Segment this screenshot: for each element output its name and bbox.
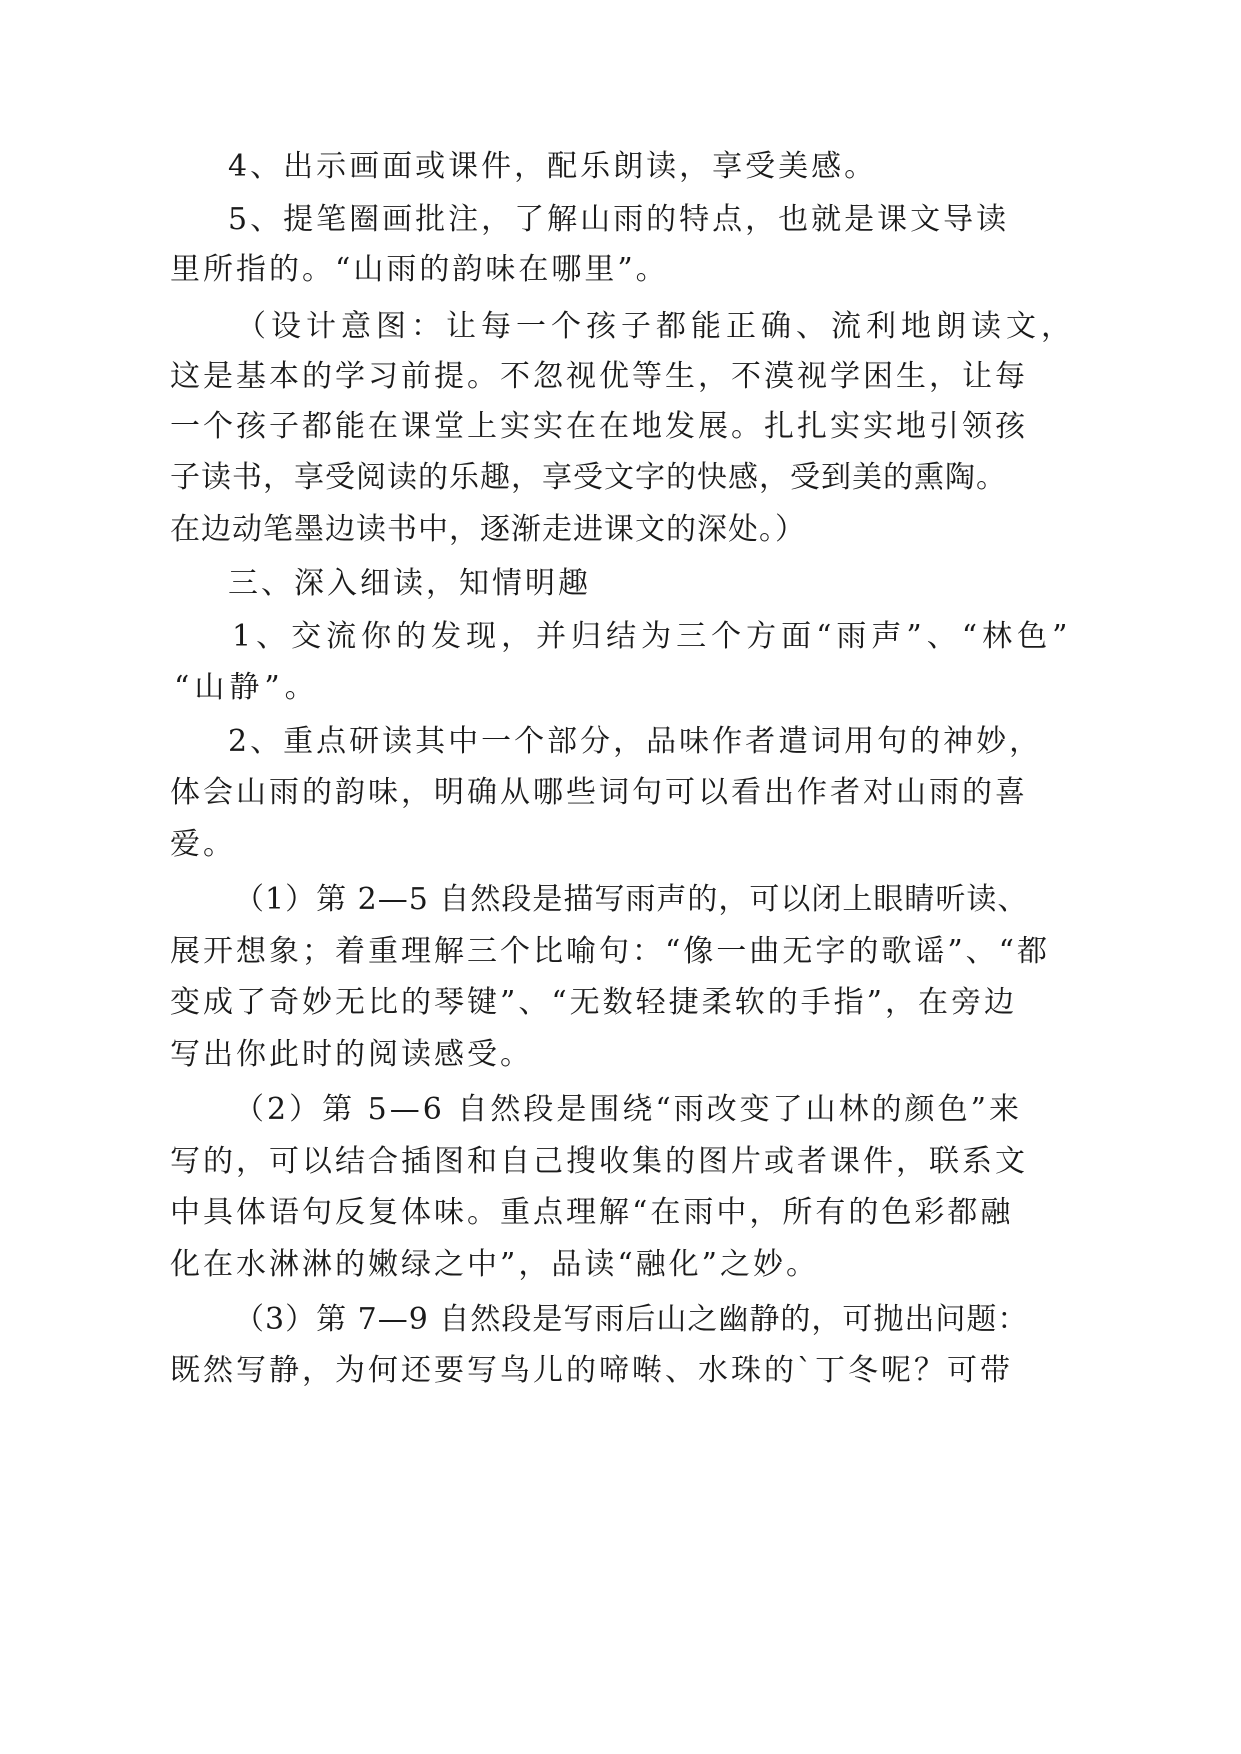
text-line-13: 体会山雨的韵味，明确从哪些词句可以看出作者对山雨的喜	[170, 775, 1028, 810]
text-line-15: （1）第 2—5 自然段是描写雨声的，可以闭上眼睛听读、	[234, 882, 1029, 917]
text-line-19: （2）第 5—6 自然段是围绕“雨改变了山林的颜色”来	[234, 1092, 1023, 1127]
section-heading: 三、深入细读，知情明趣	[228, 566, 591, 601]
text-line-1: 4、出示画面或课件，配乐朗读，享受美感。	[228, 149, 878, 184]
text-line-18: 写出你此时的阅读感受。	[170, 1037, 533, 1072]
text-line-4: （设计意图：让每一个孩子都能正确、流利地朗读文，	[236, 309, 1076, 344]
text-line-21: 中具体语句反复体味。重点理解“在雨中，所有的色彩都融	[170, 1195, 1014, 1230]
text-line-6: 一个孩子都能在课堂上实实在在地发展。扎扎实实地引领孩	[170, 409, 1028, 444]
text-line-11: “山静”。	[174, 670, 320, 705]
text-line-24: 既然写静，为何还要写鸟儿的啼啭、水珠的`丁冬呢？可带	[170, 1353, 1013, 1388]
text-line-8: 在边动笔墨边读书中，逐渐走进课文的深处。）	[170, 512, 806, 547]
text-line-14: 爱。	[170, 827, 236, 862]
text-line-3: 里所指的。“山雨的韵味在哪里”。	[170, 252, 669, 287]
text-line-17: 变成了奇妙无比的琴键”、“无数轻捷柔软的手指”，在旁边	[170, 985, 1018, 1020]
text-line-10: 1、交流你的发现，并归结为三个方面“雨声”、“林色”	[232, 619, 1073, 654]
text-line-2: 5、提笔圈画批注，了解山雨的特点，也就是课文导读	[228, 202, 1010, 237]
text-line-23: （3）第 7—9 自然段是写雨后山之幽静的，可抛出问题：	[234, 1302, 1029, 1337]
text-line-16: 展开想象；着重理解三个比喻句：“像一曲无字的歌谣”、“都	[170, 934, 1051, 969]
text-line-20: 写的，可以结合插图和自己搜收集的图片或者课件，联系文	[170, 1144, 1028, 1179]
text-line-5: 这是基本的学习前提。不忽视优等生，不漠视学困生，让每	[170, 359, 1028, 394]
text-line-12: 2、重点研读其中一个部分，品味作者遣词用句的神妙，	[228, 724, 1043, 759]
text-line-22: 化在水淋淋的嫩绿之中”，品读“融化”之妙。	[170, 1247, 820, 1282]
text-line-7: 子读书，享受阅读的乐趣，享受文字的快感，受到美的熏陶。	[170, 460, 1007, 495]
